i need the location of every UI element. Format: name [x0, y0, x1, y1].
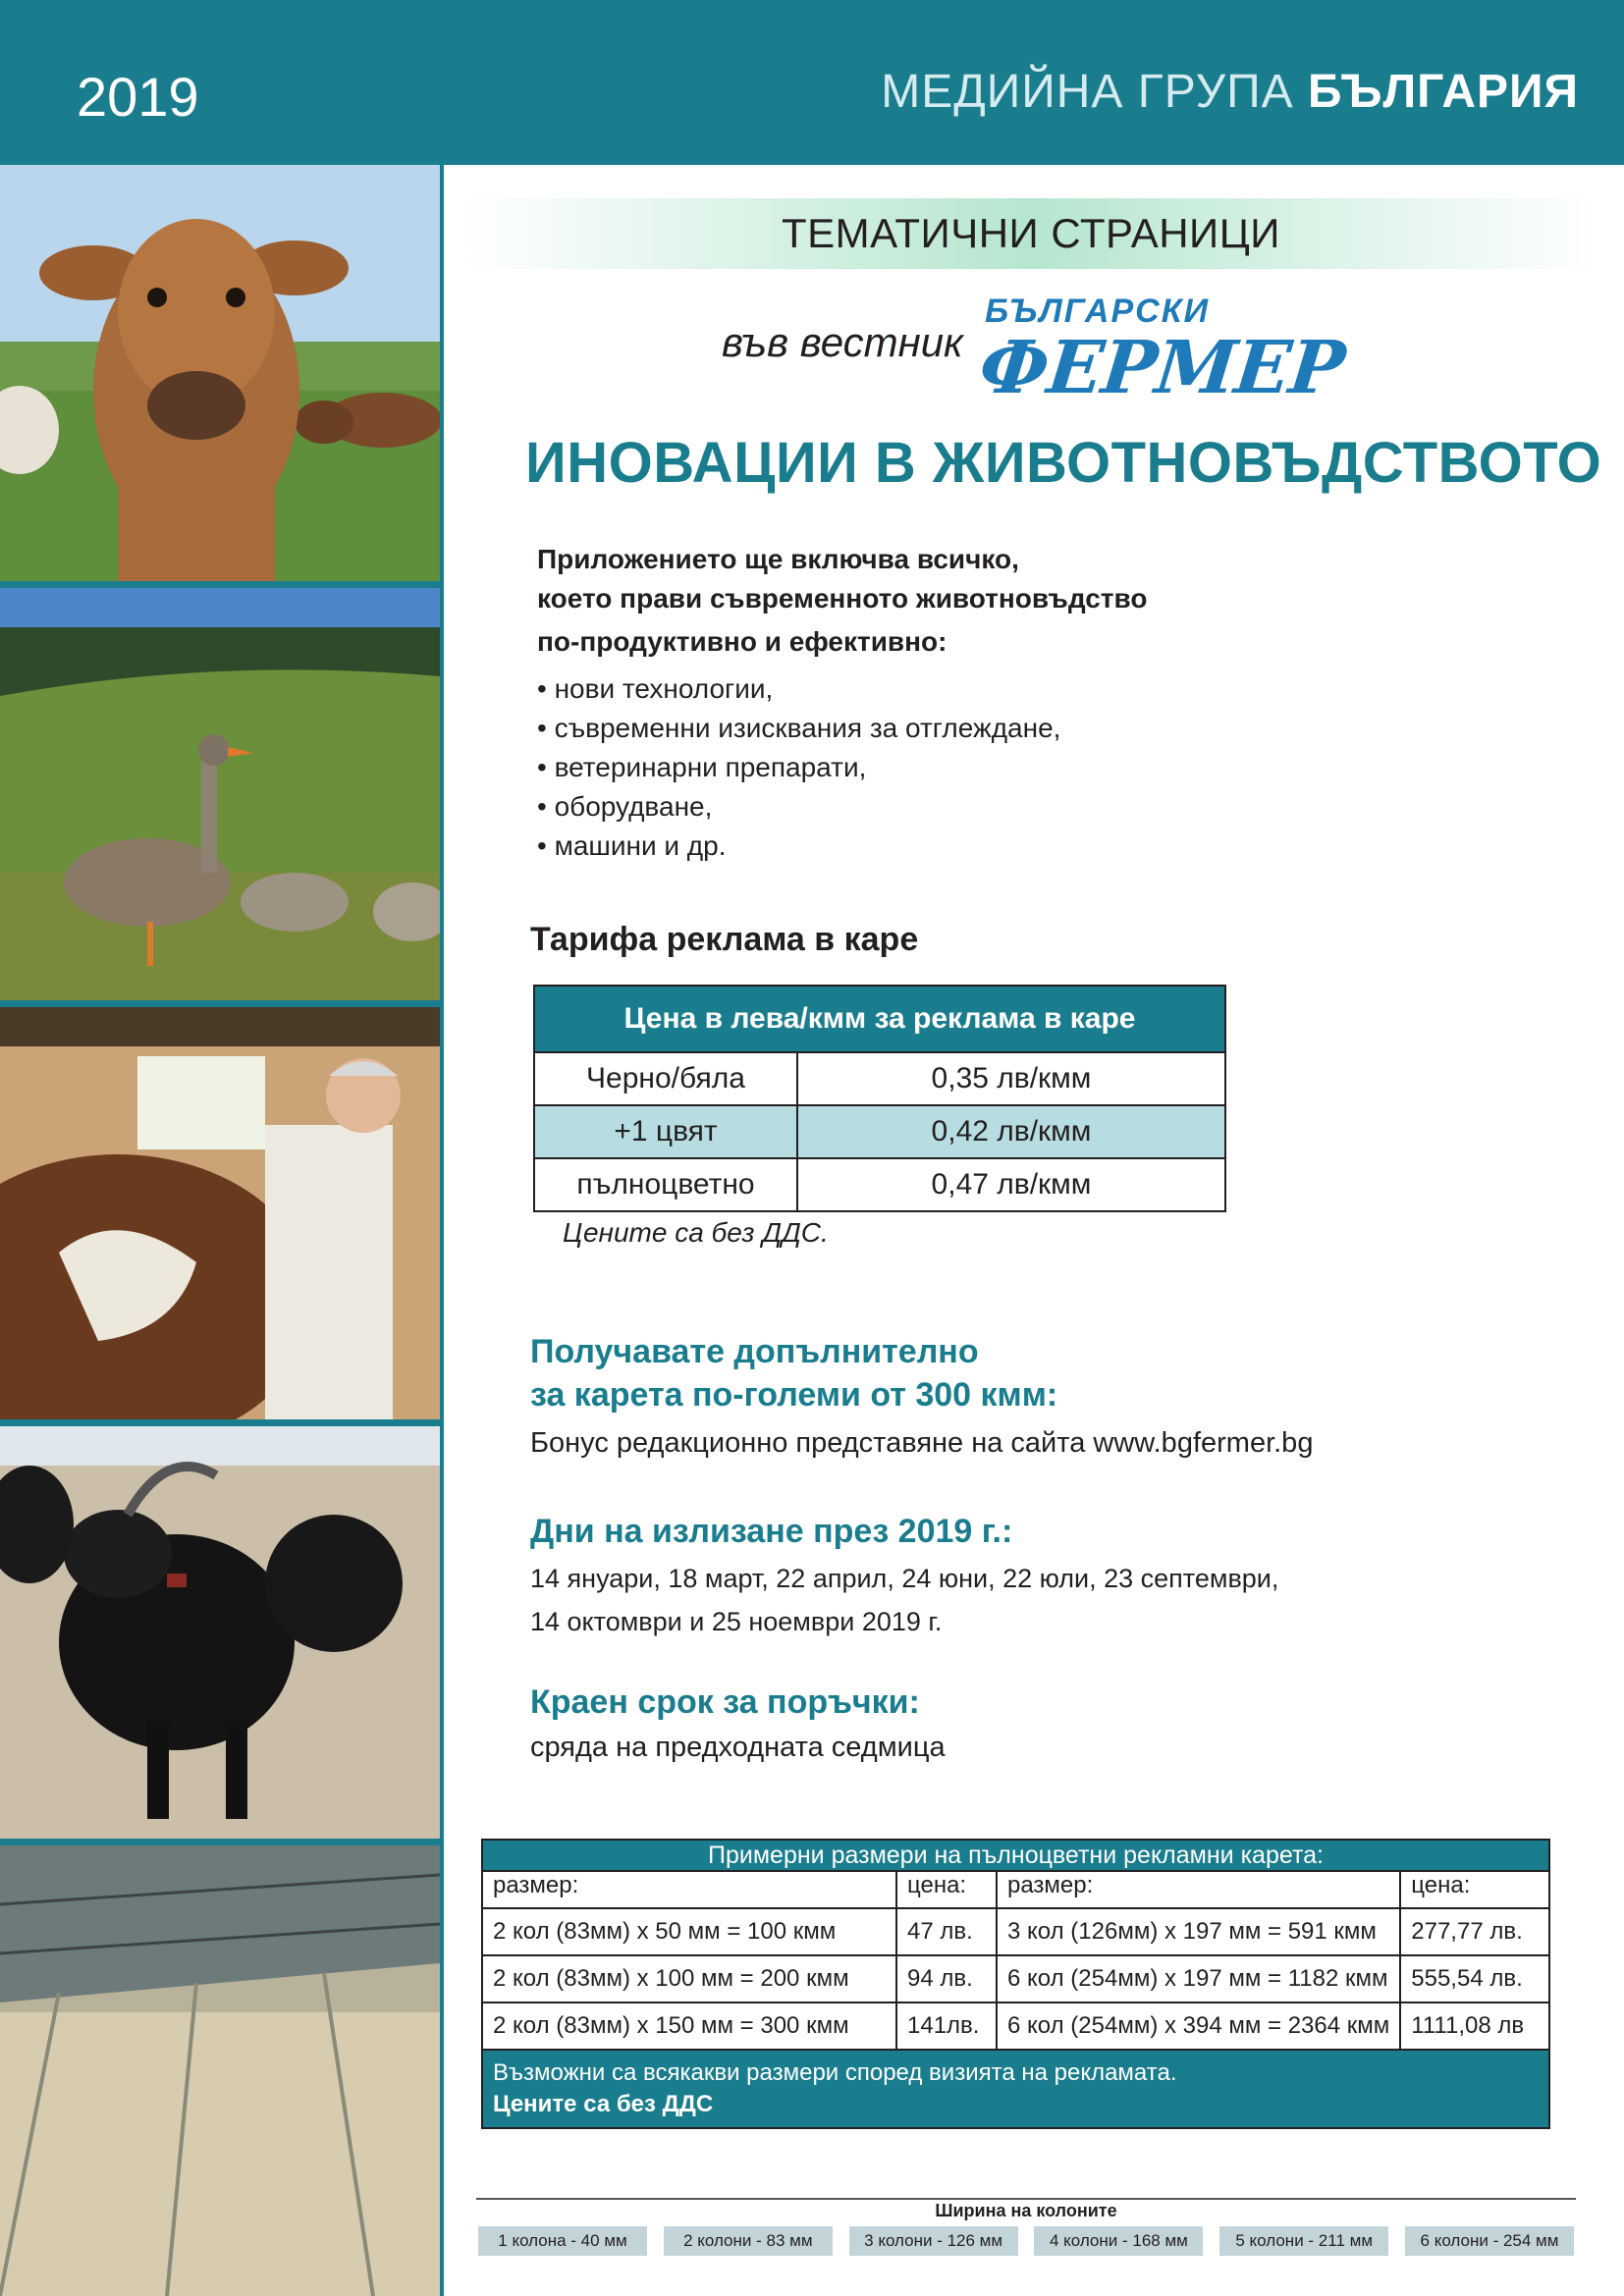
size-cell: 6 кол (254мм) х 197 мм = 1182 кмм	[997, 1955, 1400, 2002]
price-label: +1 цвят	[534, 1105, 797, 1158]
deadline-text: сряда на предходната седмица	[530, 1732, 946, 1763]
sizes-table-title: Примерни размери на пълноцветни рекламни карета:	[482, 1840, 1549, 1871]
sizes-table-footer	[482, 2050, 1549, 2128]
price-cell: 277,77 лв.	[1400, 1908, 1549, 1955]
sizes-table-header	[482, 1871, 1549, 1908]
bonus-text: Бонус редакционно представяне на сайта www.bgfermer.bg	[530, 1427, 1314, 1459]
sizes-footer-cell	[482, 2050, 1549, 2128]
tarifa-title: Тарифа реклама в каре	[530, 921, 919, 958]
size-cell: 3 кол (126мм) х 197 мм = 591 кмм	[997, 1908, 1400, 1955]
sizes-footer-line: Възможни са всякакви размери според визията на рекламата.	[493, 2059, 1177, 2086]
column-widths	[478, 2226, 1574, 2256]
banner	[461, 198, 1600, 269]
divider	[476, 2198, 1576, 2200]
price-cell: 47 лв.	[896, 1908, 997, 1955]
photo-vet	[0, 1007, 440, 1419]
bullet-item: • съвременни изисквания за отглеждане,	[537, 713, 1061, 743]
header-bar	[0, 0, 1624, 165]
price-row	[534, 1105, 1225, 1158]
col-header-price: цена:	[896, 1871, 997, 1908]
size-cell: 2 кол (83мм) х 100 мм = 200 кмм	[482, 1955, 896, 2002]
newspaper-prefix: във вестник	[722, 319, 963, 365]
price-label: Черно/бяла	[534, 1052, 797, 1105]
brand-light: МЕДИЙНА ГРУПА	[881, 66, 1294, 118]
bullet-item: • ветеринарни препарати,	[537, 752, 867, 782]
intro-line: по-продуктивно и ефективно:	[537, 626, 947, 657]
bonus-title-line: Получавате допълнително	[530, 1333, 979, 1370]
size-cell: 6 кол (254мм) х 394 мм = 2364 кмм	[997, 2002, 1400, 2050]
price-cell: 141лв.	[896, 2002, 997, 2050]
bonus-title-line: за карета по-големи от 300 кмм:	[530, 1376, 1058, 1414]
intro-text	[537, 540, 1147, 662]
dates-line: 14 януари, 18 март, 22 април, 24 юни, 22 юли, 23 септември,	[530, 1564, 1279, 1593]
column-width-item: 3 колони - 126 мм	[849, 2226, 1018, 2256]
price-row	[534, 1052, 1225, 1105]
newspaper-logo-main: ФЕРМЕР	[975, 326, 1348, 410]
year-label: 2019	[77, 66, 199, 128]
banner-title: ТЕМАТИЧНИ СТРАНИЦИ	[782, 210, 1280, 256]
price-value: 0,35 лв/кмм	[797, 1052, 1225, 1105]
brand-bold: БЪЛГАРИЯ	[1308, 66, 1579, 118]
photo-column	[0, 165, 444, 2296]
sizes-row	[482, 2002, 1549, 2050]
price-value: 0,47 лв/кмм	[797, 1158, 1225, 1211]
price-label: пълноцветно	[534, 1158, 797, 1211]
dates-title: Дни на излизане през 2019 г.:	[530, 1513, 1013, 1550]
price-table	[533, 985, 1226, 1212]
sizes-row	[482, 1908, 1549, 1955]
price-note: Цените са без ДДС.	[563, 1217, 829, 1248]
price-row	[534, 1158, 1225, 1211]
column-width-item: 1 колона - 40 мм	[478, 2226, 647, 2256]
col-header-size: размер:	[482, 1871, 896, 1908]
headline: ИНОВАЦИИ В ЖИВОТНОВЪДСТВОТО	[525, 431, 1602, 495]
price-cell: 94 лв.	[896, 1955, 997, 2002]
sizes-footer-vat: Цените са без ДДС	[493, 2091, 714, 2117]
dates-line: 14 октомври и 25 ноември 2019 г.	[530, 1607, 943, 1636]
price-cell: 1111,08 лв	[1400, 2002, 1549, 2050]
col-header-price: цена:	[1400, 1871, 1549, 1908]
intro-line: Приложението ще включва всичко,	[537, 544, 1019, 574]
photo-poultry-house	[0, 1845, 440, 2296]
photo-goats	[0, 1426, 440, 1839]
column-width-item: 2 колони - 83 мм	[664, 2226, 833, 2256]
photo-cow	[0, 165, 440, 581]
newspaper-logo-top: БЪЛГАРСКИ	[985, 293, 1211, 330]
size-cell: 2 кол (83мм) х 50 мм = 100 кмм	[482, 1908, 896, 1955]
bullet-item: • нови технологии,	[537, 673, 774, 704]
size-cell: 2 кол (83мм) х 150 мм = 300 кмм	[482, 2002, 896, 2050]
brand-name	[881, 65, 1579, 119]
column-width-item: 4 колони - 168 мм	[1034, 2226, 1203, 2256]
column-width-item: 5 колони - 211 мм	[1219, 2226, 1388, 2256]
columns-title: Ширина на колоните	[935, 2201, 1117, 2220]
bullet-item: • машини и др.	[537, 830, 727, 861]
deadline-title: Краен срок за поръчки:	[530, 1683, 920, 1721]
price-value: 0,42 лв/кмм	[797, 1105, 1225, 1158]
sizes-table	[481, 1839, 1550, 2129]
bullet-item: • оборудване,	[537, 791, 713, 822]
price-table-header	[534, 986, 1225, 1052]
bullet-list	[537, 669, 1060, 866]
column-width-item: 6 колони - 254 мм	[1405, 2226, 1574, 2256]
sizes-table-title-row	[482, 1840, 1549, 1871]
bonus-title	[530, 1330, 1057, 1416]
sizes-row	[482, 1955, 1549, 2002]
intro-line: което прави съвременното животновъдство	[537, 583, 1148, 614]
price-cell: 555,54 лв.	[1400, 1955, 1549, 2002]
col-header-size: размер:	[997, 1871, 1400, 1908]
price-table-header-cell: Цена в лева/кмм за реклама в каре	[534, 986, 1225, 1052]
photo-geese	[0, 588, 440, 1000]
